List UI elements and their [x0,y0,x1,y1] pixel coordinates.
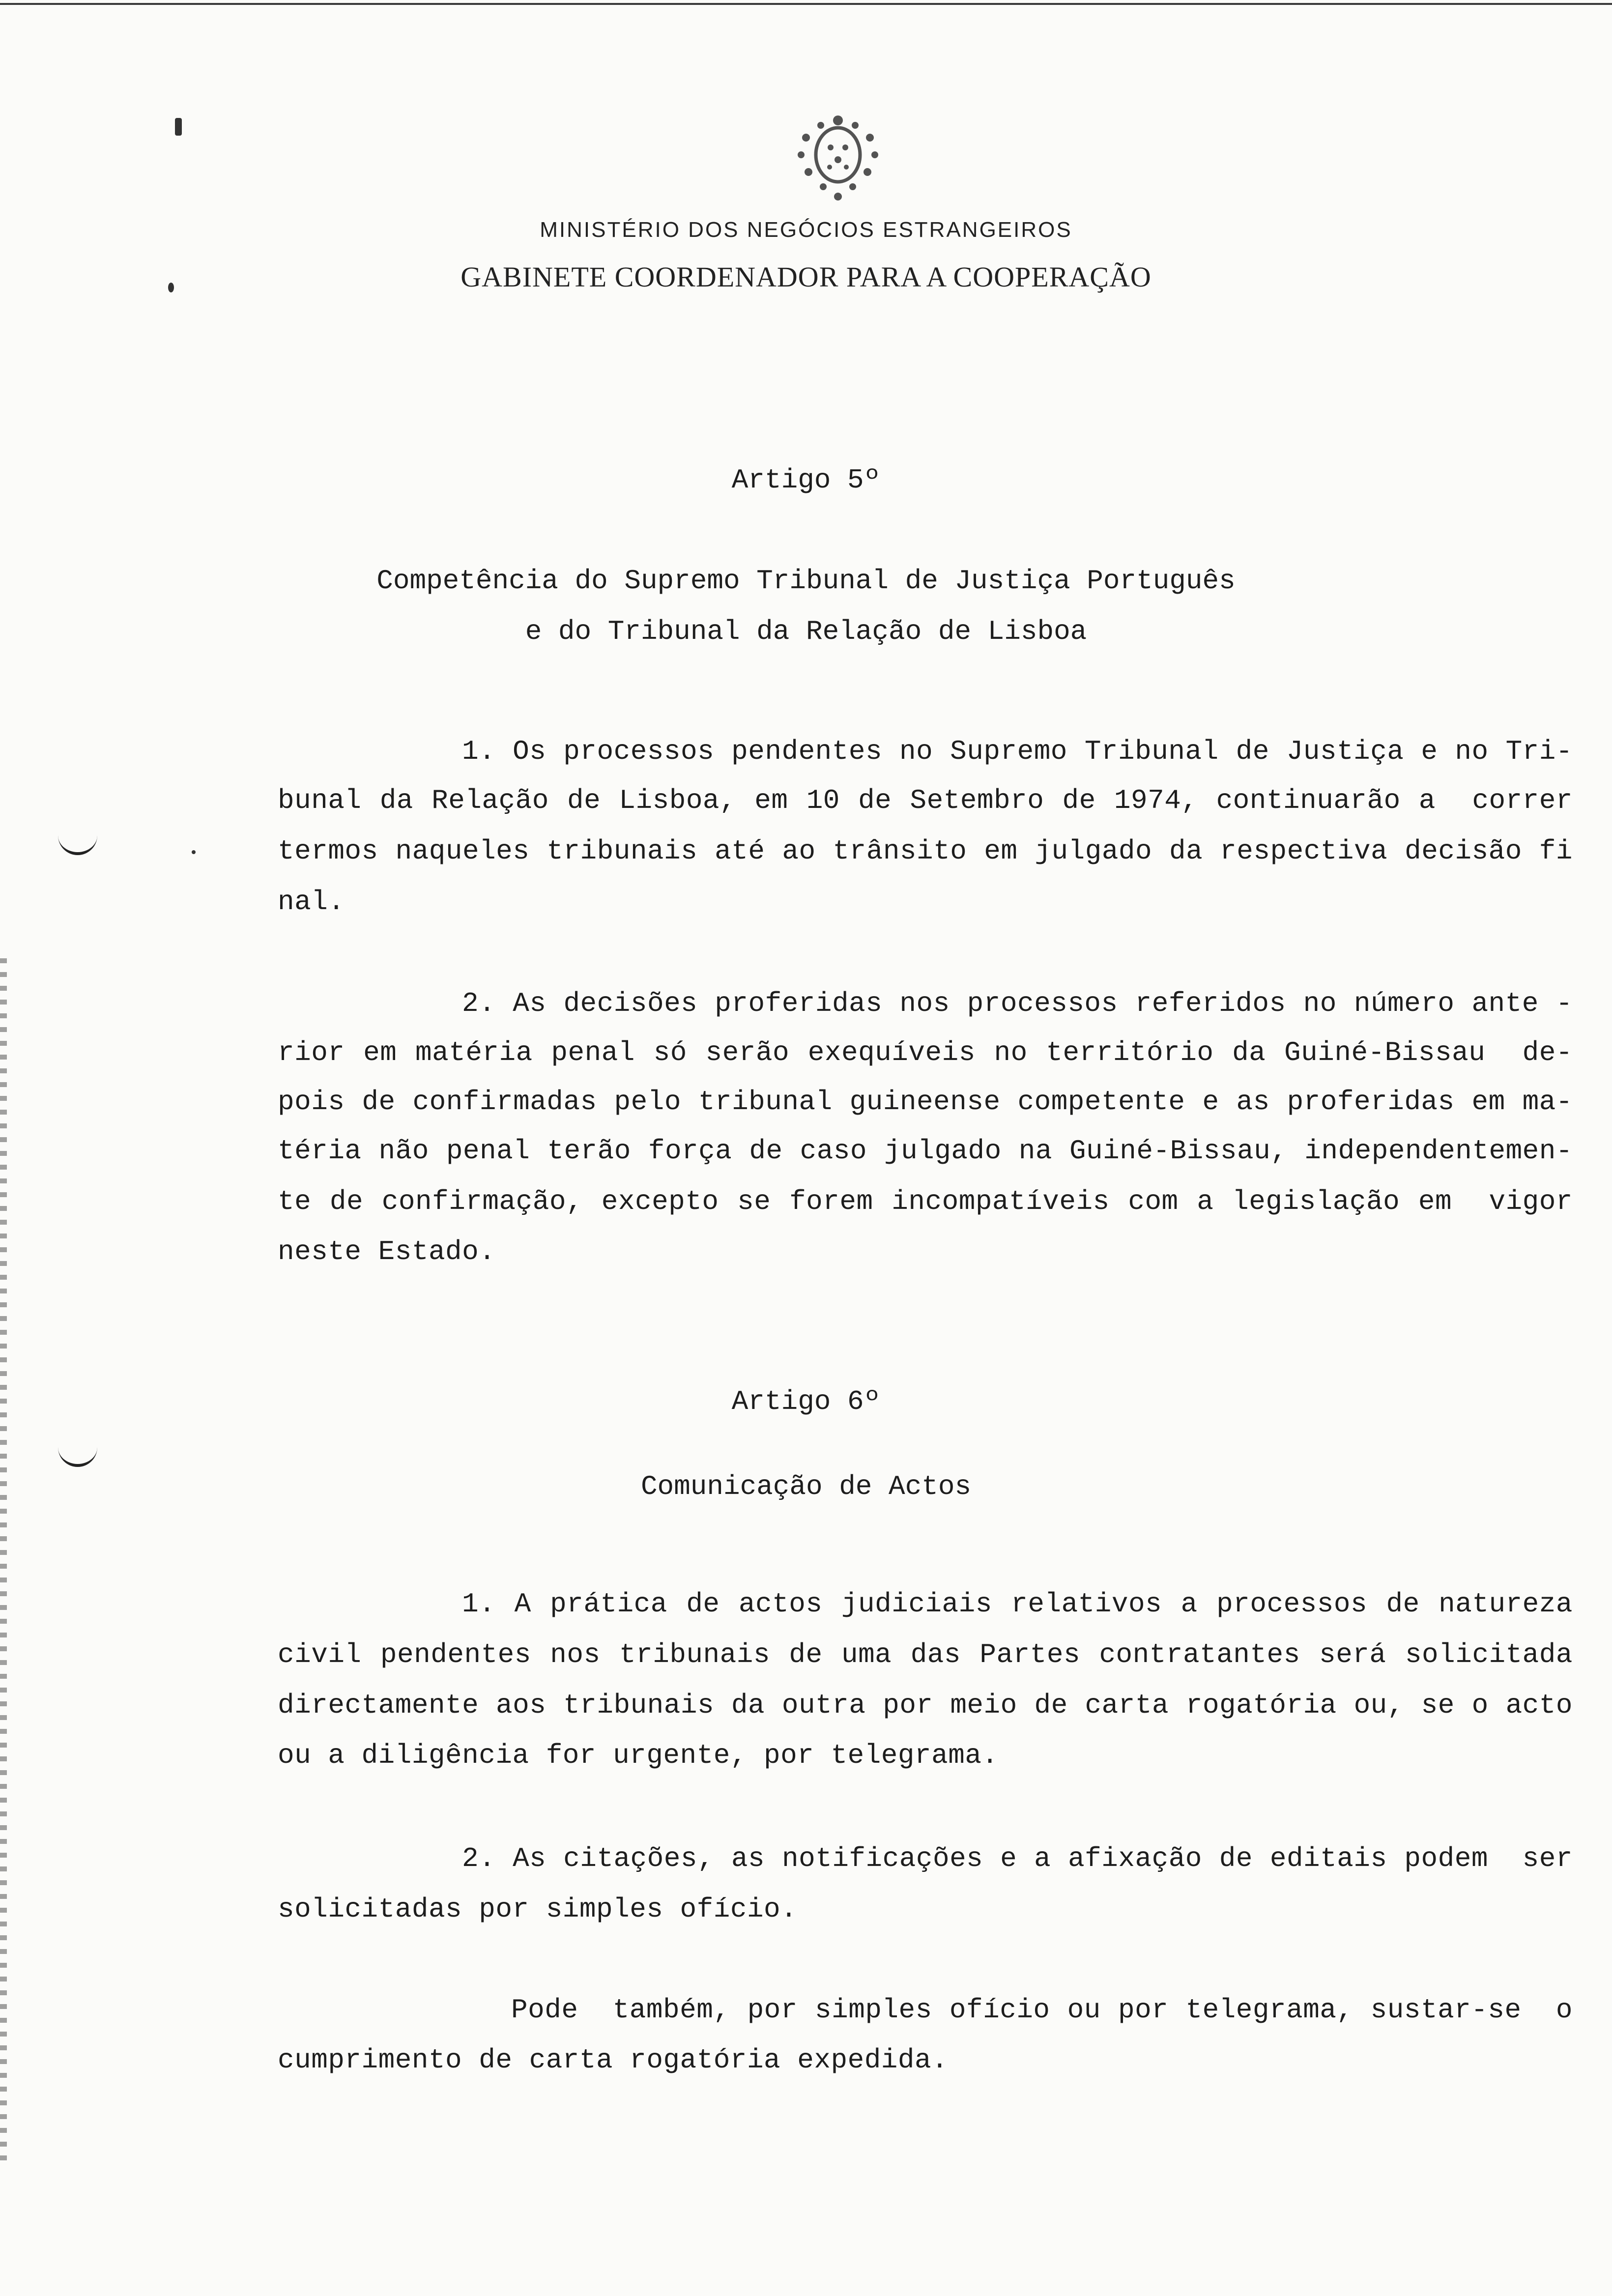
paragraph-line: nal. [278,886,345,918]
paragraph-line: solicitadas por simples ofício. [278,1894,798,1925]
ink-speck [192,850,196,854]
margin-binding-marks [0,958,7,2162]
paragraph-line: ou a diligência for urgente, por telegrama. [278,1740,999,1771]
article-5-heading-line: e do Tribunal da Relação de Lisboa [525,616,1087,647]
ink-speck [175,118,182,136]
punch-hole-mark [58,835,97,855]
paragraph-line: te de confirmação, excepto se forem incompatíveis com a legislação em vigor [278,1186,1573,1217]
top-rule [0,3,1612,5]
paragraph-line: 2. As citações, as notificações e a afixação de editais podem ser [462,1843,1573,1874]
paragraph-line: neste Estado. [278,1236,496,1267]
paragraph-line: 1. Os processos pendentes no Supremo Tribunal de Justiça e no Tri- [462,736,1573,767]
paragraph-line: termos naqueles tribunais até ao trânsito em julgado da respectiva decisão fi [278,835,1573,867]
article-5-heading-line: Competência do Supremo Tribunal de Justiça Português [376,565,1236,597]
paragraph-line: téria não penal terão força de caso julgado na Guiné-Bissau, independentemen- [278,1135,1573,1167]
coat-of-arms-emblem [772,106,904,209]
paragraph-line: civil pendentes nos tribunais de uma das Partes contratantes será solicitada [278,1639,1573,1670]
paragraph-line: bunal da Relação de Lisboa, em 10 de Setembro de 1974, continuarão a correr [278,785,1573,816]
paragraph-line: rior em matéria penal só serão exequíveis no território da Guiné-Bissau de- [278,1037,1573,1068]
article-6-heading: Comunicação de Actos [640,1471,972,1502]
punch-hole-mark [58,1447,97,1467]
paragraph-line: cumprimento de carta rogatória expedida. [278,2044,949,2076]
paragraph-line: directamente aos tribunais da outra por meio de carta rogatória ou, se o acto [278,1690,1573,1721]
paragraph-line: 1. A prática de actos judiciais relativos a processos de natureza [462,1588,1573,1620]
office-heading: GABINETE COORDENADOR PARA A COOPERAÇÃO [461,261,1151,293]
ministry-heading: MINISTÉRIO DOS NEGÓCIOS ESTRANGEIROS [540,218,1072,242]
paragraph-line: 2. As decisões proferidas nos processos referidos no número ante - [462,988,1573,1019]
paragraph-line: pois de confirmadas pelo tribunal guineense competente e as proferidas em ma- [278,1086,1573,1118]
article-6-title: Artigo 6º [731,1386,881,1417]
article-5-title: Artigo 5º [731,464,881,496]
paragraph-line: Pode também, por simples ofício ou por telegrama, sustar-se o [511,1994,1573,2026]
